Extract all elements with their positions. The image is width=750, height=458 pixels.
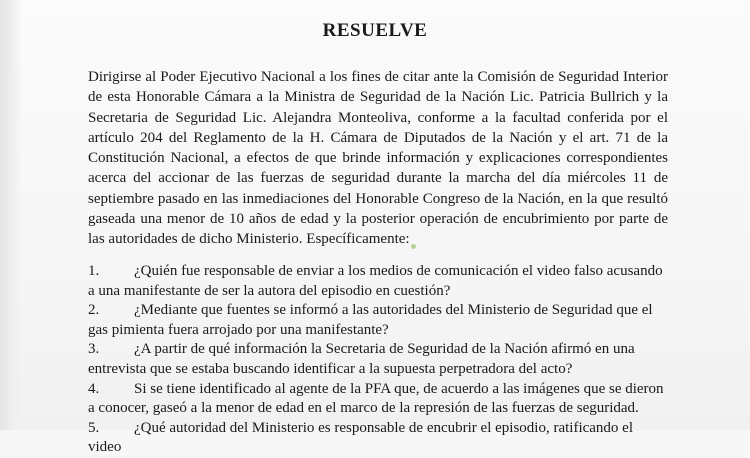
list-item [88,380,668,419]
item-number: 1. [88,263,100,279]
document-title: RESUELVE [322,20,428,41]
green-dot-mark [411,244,416,249]
questions-list [88,262,668,458]
list-item [88,419,668,458]
item-text: ¿A partir de qué información la Secretaria de Seguridad de la Nación afirmó en una entrevista que se estaba buscando identificar a la supuesta perpetradora del acto? [88,341,635,377]
page-shadow-edge [0,0,22,430]
item-number: 3. [88,341,100,358]
item-number: 5. [88,419,100,436]
list-item [88,262,668,301]
list-item [88,301,668,340]
item-number: 2. [88,302,100,319]
item-text: ¿Mediante que fuentes se informó a las autoridades del Ministerio de Seguridad que el gas pimienta fuera arrojado por una manifestante? [88,302,653,338]
item-text: ¿Qué autoridad del Ministerio es responsable de encubrir el episodio, ratificando el video [88,419,633,456]
item-number: 4. [88,380,100,397]
list-item [88,340,668,379]
item-text: Si se tiene identificado al agente de la PFA que, de acuerdo a las imágenes que se dieron a conocer, gaseó a la menor de edad en el marco de la represión de las fuerzas de seguridad. [88,380,664,417]
resolution-paragraph: Dirigirse al Poder Ejecutivo Nacional a los fines de citar ante la Comisión de Seguridad Interior de esta Honorable Cámara a la Ministra de Seguridad de la Nación Lic. Patricia Bullrich y la Secretaria de Seguridad Lic. Alejandra Monteoliva, conforme a la facultad conferida por el artículo 204 del Reglamento de la H. Cámara de Diputados de la Nación y el art. 71 de la Constitución Nacional, a efectos de que brinde información y explicaciones correspondientes acerca del accionar de las fuerzas de seguridad durante la marcha del día miércoles 11 de septiembre pasado en las inmediaciones del Honorable Congreso de la Nación, en la que resultó gaseada una menor de 10 años de edad y la posterior operación de encubrimiento por parte de las autoridades de dicho Ministerio. Específicamente: [88,69,668,248]
item-text: ¿Quién fue responsable de enviar a los medios de comunicación el video falso acusando a una manifestante de ser la autora del episodio en cuestión? [88,263,663,299]
